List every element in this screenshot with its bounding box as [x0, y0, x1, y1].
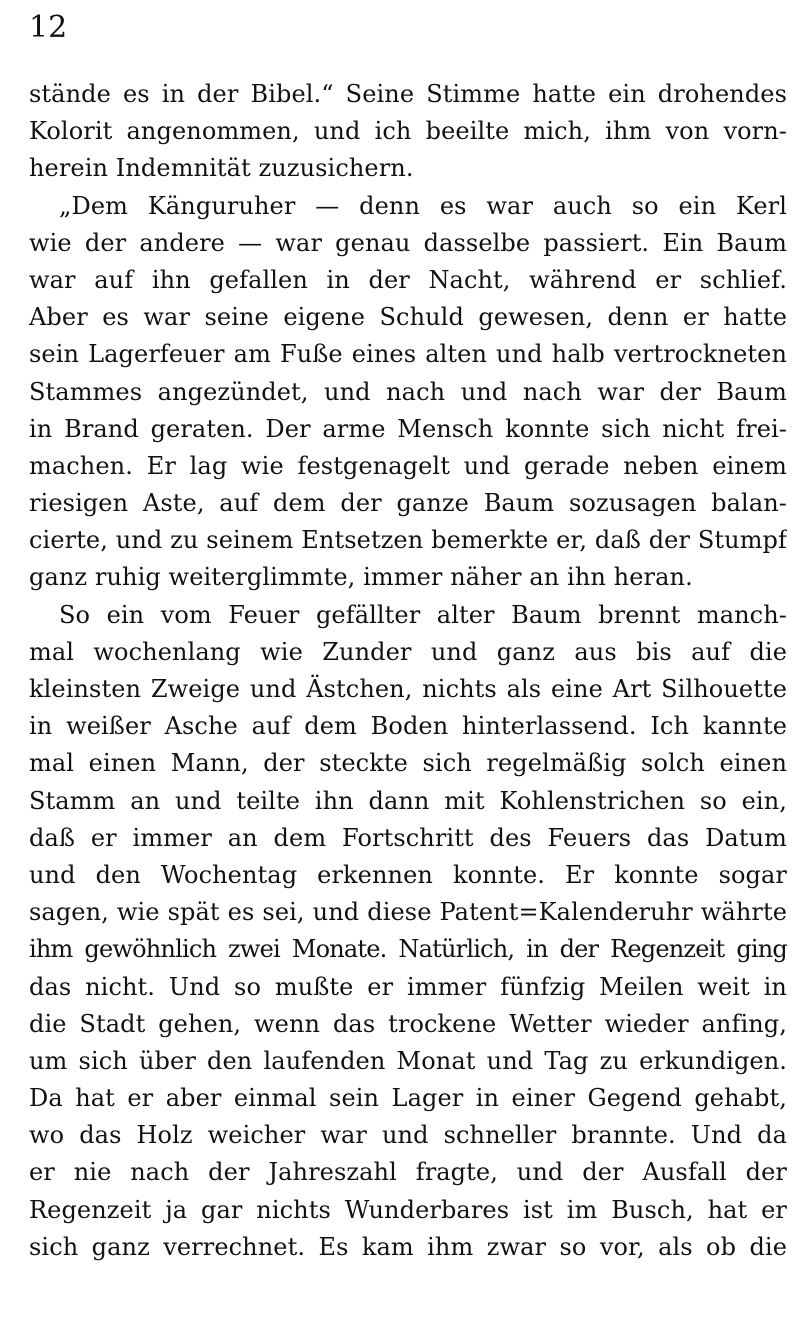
- text-line: Stamm an und teilte ihn dann mit Kohlenstrichen so ein,: [29, 786, 787, 815]
- text-line: Kolorit angenommen, und ich beeilte mich, ihm von vorn-: [29, 117, 787, 146]
- text-line: wie der andere — war genau dasselbe passiert. Ein Baum: [29, 228, 787, 257]
- text-line: in Brand geraten. Der arme Mensch konnte sich nicht frei-: [29, 414, 787, 443]
- text-line: Stammes angezündet, und nach und nach war der Baum: [29, 377, 787, 406]
- text-line: das nicht. Und so mußte er immer fünfzig Meilen weit in: [29, 972, 787, 1001]
- text-line: „Dem Känguruher — denn es war auch so ein Kerl: [59, 191, 787, 220]
- text-line: sein Lagerfeuer am Fuße eines alten und halb vertrockneten: [29, 340, 787, 369]
- text-line: Aber es war seine eigene Schuld gewesen, denn er hatte: [29, 303, 787, 332]
- text-line: war auf ihn gefallen in der Nacht, während er schlief.: [29, 265, 787, 294]
- text-line: in weißer Asche auf dem Boden hinterlassend. Ich kannte: [29, 712, 787, 741]
- text-line: wo das Holz weicher war und schneller brannte. Und da: [29, 1121, 787, 1150]
- page-number: 12: [29, 10, 68, 45]
- text-line: ganz ruhig weiterglimmte, immer näher an ihn heran.: [29, 563, 693, 592]
- text-line: mal einen Mann, der steckte sich regelmäßig solch einen: [29, 749, 787, 778]
- text-line: Regenzeit ja gar nichts Wunderbares ist im Busch, hat er: [29, 1195, 787, 1224]
- body-text: [29, 76, 787, 1266]
- text-line: und den Wochentag erkennen konnte. Er konnte sogar: [29, 860, 787, 889]
- text-line: machen. Er lag wie festgenagelt und gerade neben einem: [29, 451, 787, 480]
- text-line: stände es in der Bibel.“ Seine Stimme hatte ein drohendes: [29, 80, 787, 108]
- text-line: daß er immer an dem Fortschritt des Feuers das Datum: [29, 823, 787, 852]
- text-line: um sich über den laufenden Monat und Tag zu erkundigen.: [29, 1046, 787, 1075]
- text-line: riesigen Aste, auf dem der ganze Baum sozusagen balan-: [29, 489, 787, 518]
- text-line: Da hat er aber einmal sein Lager in einer Gegend gehabt,: [29, 1084, 787, 1113]
- text-line: er nie nach der Jahreszahl fragte, und der Ausfall der: [29, 1158, 787, 1187]
- text-line: sagen, wie spät es sei, und diese Patent=Kalenderuhr währte: [29, 898, 787, 927]
- text-line: So ein vom Feuer gefällter alter Baum brennt manch-: [59, 600, 787, 629]
- text-line: herein Indemnität zuzusichern.: [29, 154, 414, 183]
- text-line: kleinsten Zweige und Ästchen, nichts als eine Art Silhouette: [29, 675, 787, 703]
- text-line: sich ganz verrechnet. Es kam ihm zwar so vor, als ob die: [29, 1232, 787, 1261]
- text-line: cierte, und zu seinem Entsetzen bemerkte er, daß der Stumpf: [29, 526, 787, 555]
- text-line: die Stadt gehen, wenn das trockene Wetter wieder anfing,: [29, 1009, 787, 1038]
- text-line: ihm gewöhnlich zwei Monate. Natürlich, in der Regenzeit ging: [29, 935, 787, 964]
- text-line: mal wochenlang wie Zunder und ganz aus bis auf die: [29, 637, 787, 666]
